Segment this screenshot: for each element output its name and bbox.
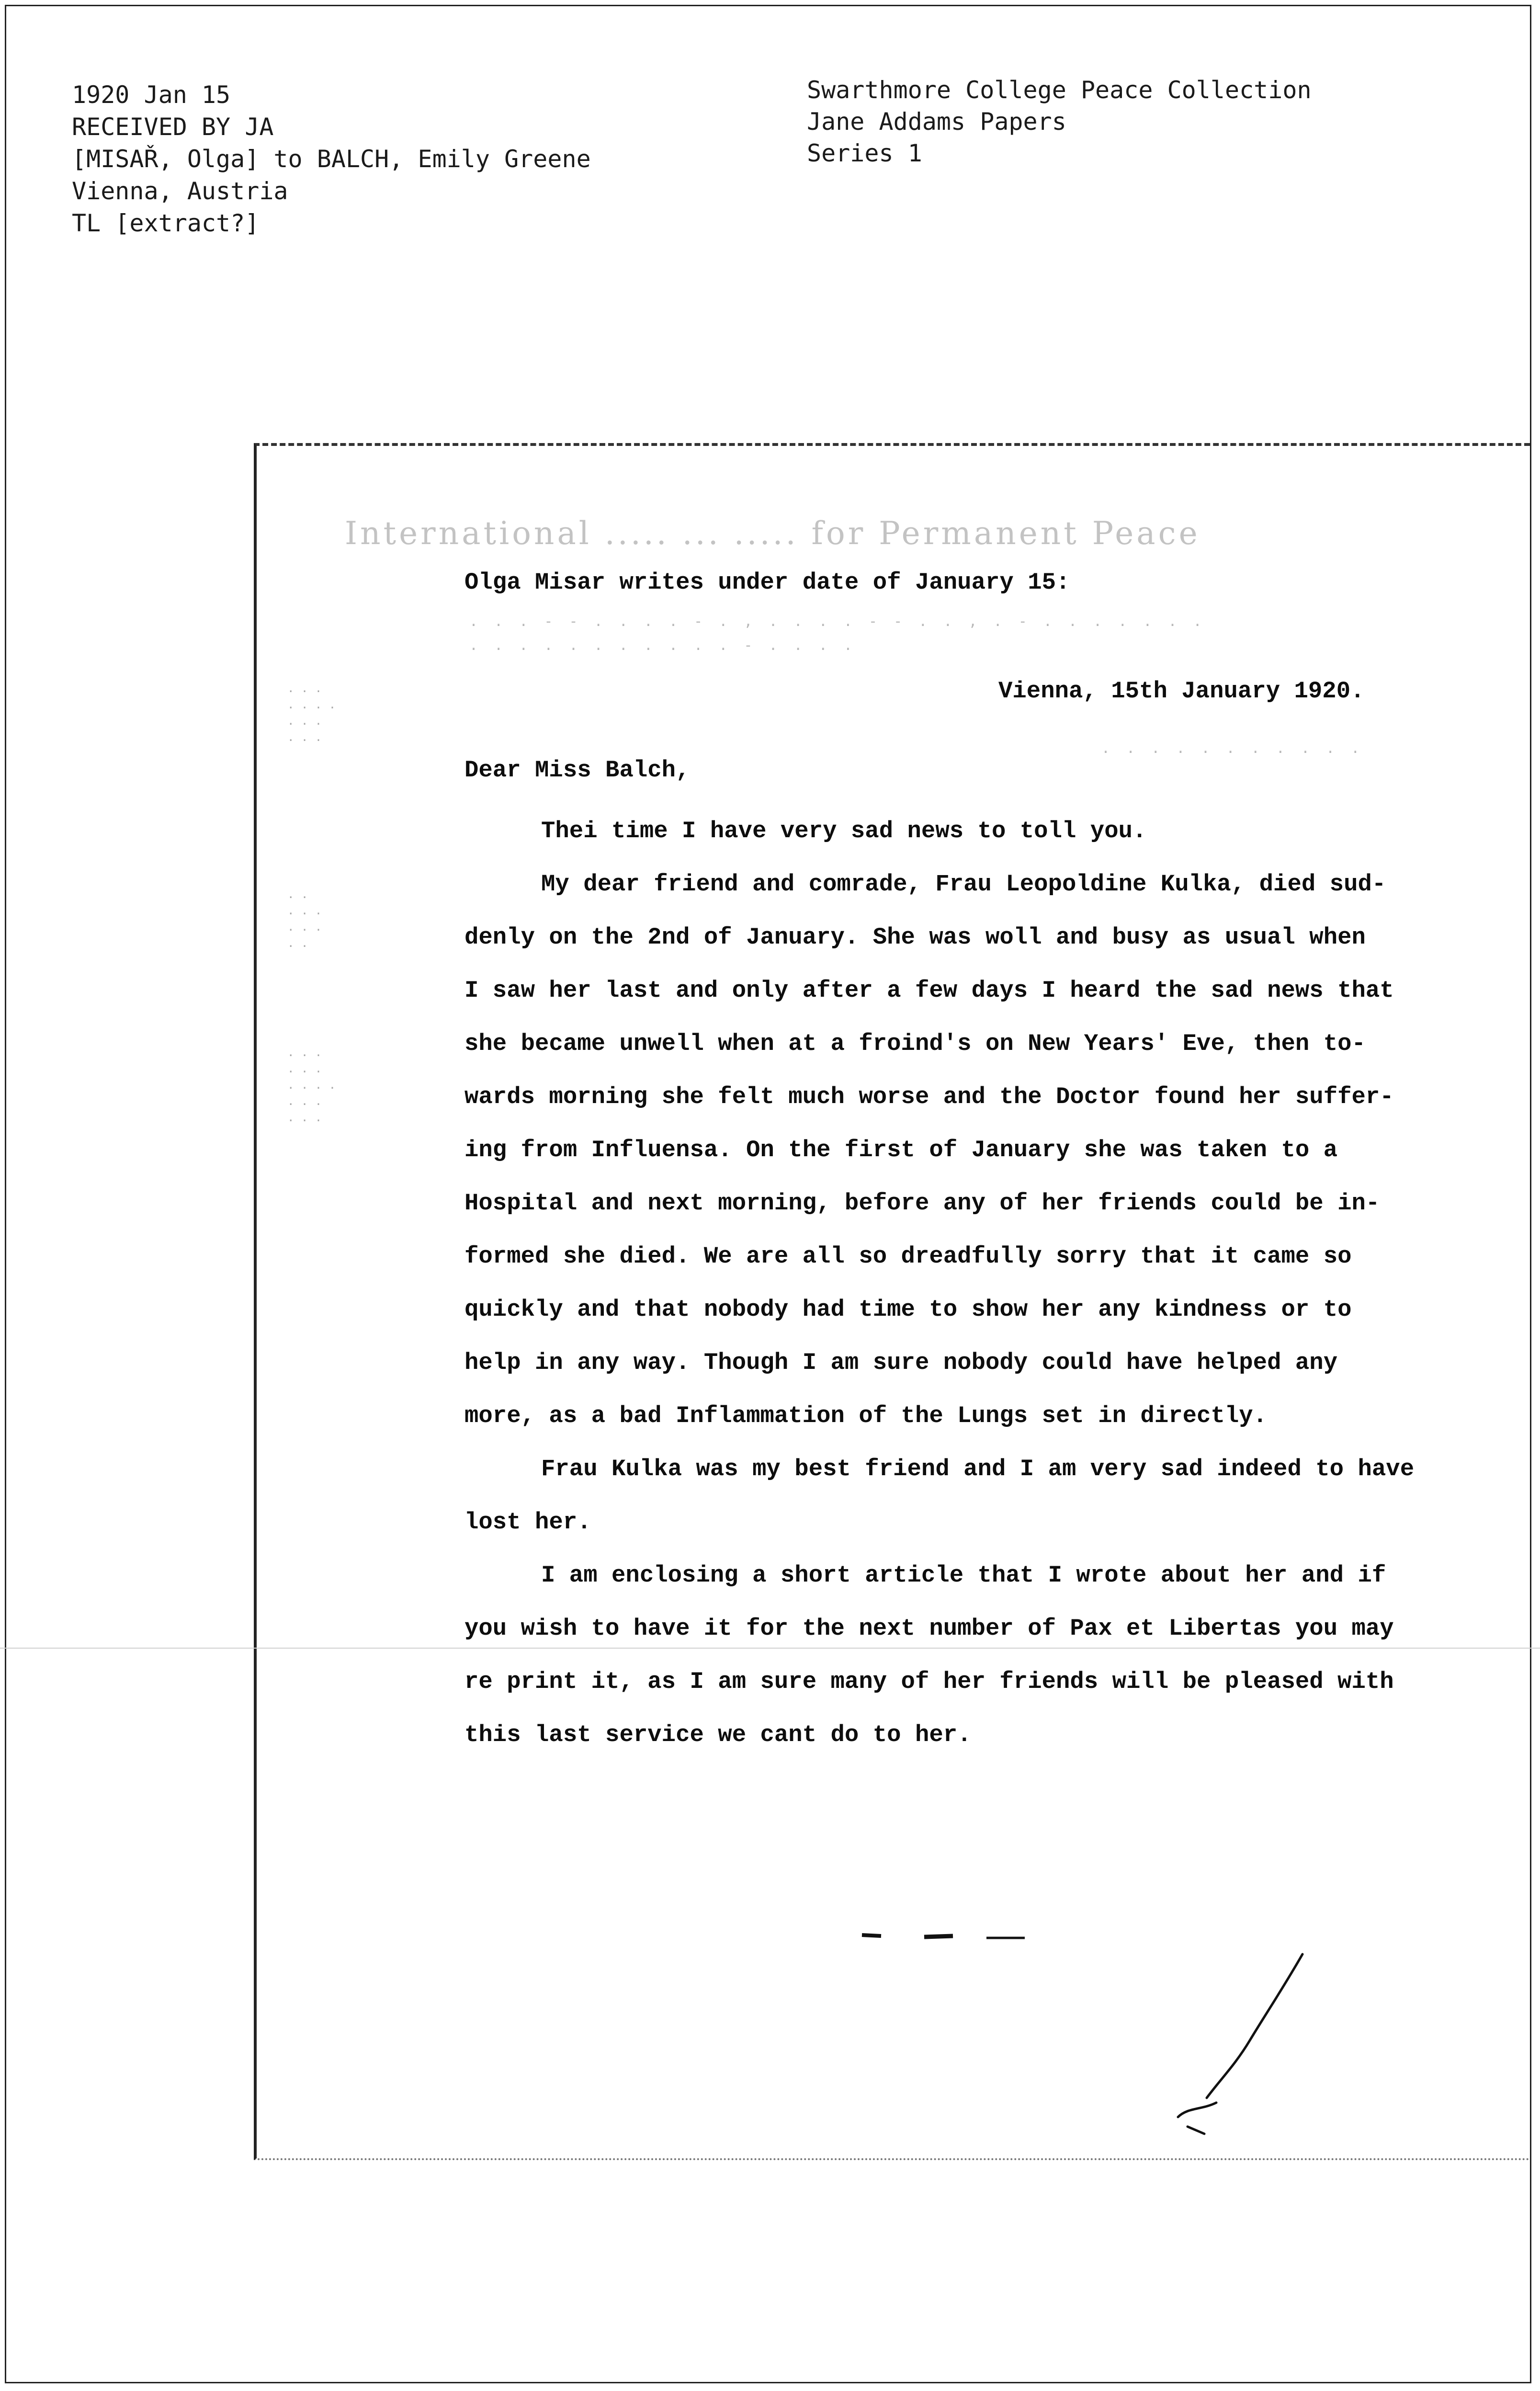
body-line: denly on the 2nd of January. She was woll and busy as usual when (464, 924, 1366, 951)
body-line: ing from Influensa. On the first of January she was taken to a (464, 1137, 1338, 1163)
letter-salutation: Dear Miss Balch, (464, 757, 690, 784)
catalog-correspondents: [MISAŘ, Olga] to BALCH, Emily Greene (72, 145, 591, 173)
body-line: re print it, as I am sure many of her friends will be pleased with (464, 1668, 1394, 1695)
margin-show-through: . . . . . . . . . . (287, 888, 322, 950)
catalog-doc-type: TL [extract?] (72, 209, 260, 237)
body-line: Hospital and next morning, before any of her friends could be in- (464, 1190, 1380, 1217)
body-line: this last service we cant do to her. (464, 1721, 972, 1748)
faded-letterhead-residue: . . . . . . . . . . . - . . . . (469, 637, 856, 654)
faded-letterhead-residue: . . . . . . . . . . . (1101, 740, 1364, 757)
faded-letterhead: International ..... ... ..... for Permanent Peace (345, 515, 1200, 552)
body-line: I am enclosing a short article that I wrote about her and if (541, 1562, 1386, 1589)
catalog-received: RECEIVED BY JA (72, 113, 274, 141)
collection-series: Series 1 (807, 139, 922, 167)
body-line: formed she died. We are all so dreadfully sorry that it came so (464, 1243, 1352, 1270)
body-line: wards morning she felt much worse and the Doctor found her suffer- (464, 1083, 1394, 1110)
body-line: Thei time I have very sad news to toll you. (541, 818, 1147, 844)
faded-letterhead-residue: . . . - - . . . . - . , . . . . - - . . , . - . . . . . . . (469, 613, 1206, 630)
body-line: she became unwell when at a froind's on New Years' Eve, then to- (464, 1030, 1366, 1057)
body-line: help in any way. Though I am sure nobody could have helped any (464, 1349, 1338, 1376)
paper-fold-line (0, 1648, 1540, 1649)
catalog-location: Vienna, Austria (72, 177, 288, 205)
collection-header (807, 74, 1312, 169)
body-line: Frau Kulka was my best friend and I am very sad indeed to have (541, 1456, 1415, 1482)
body-line: I saw her last and only after a few days I heard the sad news that (464, 977, 1394, 1004)
letter-dateline: Vienna, 15th January 1920. (998, 678, 1365, 705)
collection-papers: Jane Addams Papers (807, 108, 1066, 136)
collection-name: Swarthmore College Peace Collection (807, 76, 1312, 104)
body-line: My dear friend and comrade, Frau Leopoldine Kulka, died sud- (541, 871, 1386, 898)
catalog-header (72, 79, 591, 239)
letter-body (464, 805, 1494, 1762)
margin-show-through: . . . . . . . . . . . . . (287, 682, 336, 744)
catalog-date: 1920 Jan 15 (72, 81, 231, 109)
dash-marks (862, 1935, 1025, 1938)
signature-stroke (1178, 1954, 1302, 2134)
body-line: more, as a bad Inflammation of the Lungs set in directly. (464, 1402, 1268, 1429)
body-line: lost her. (464, 1509, 591, 1536)
body-line: you wish to have it for the next number of Pax et Libertas you may (464, 1615, 1394, 1642)
body-line: quickly and that nobody had time to show her any kindness or to (464, 1296, 1352, 1323)
letter-intro: Olga Misar writes under date of January 15: (464, 569, 1070, 596)
signature-scribble (852, 1916, 1331, 2146)
margin-show-through: . . . . . . . . . . . . . . . . (287, 1046, 336, 1124)
